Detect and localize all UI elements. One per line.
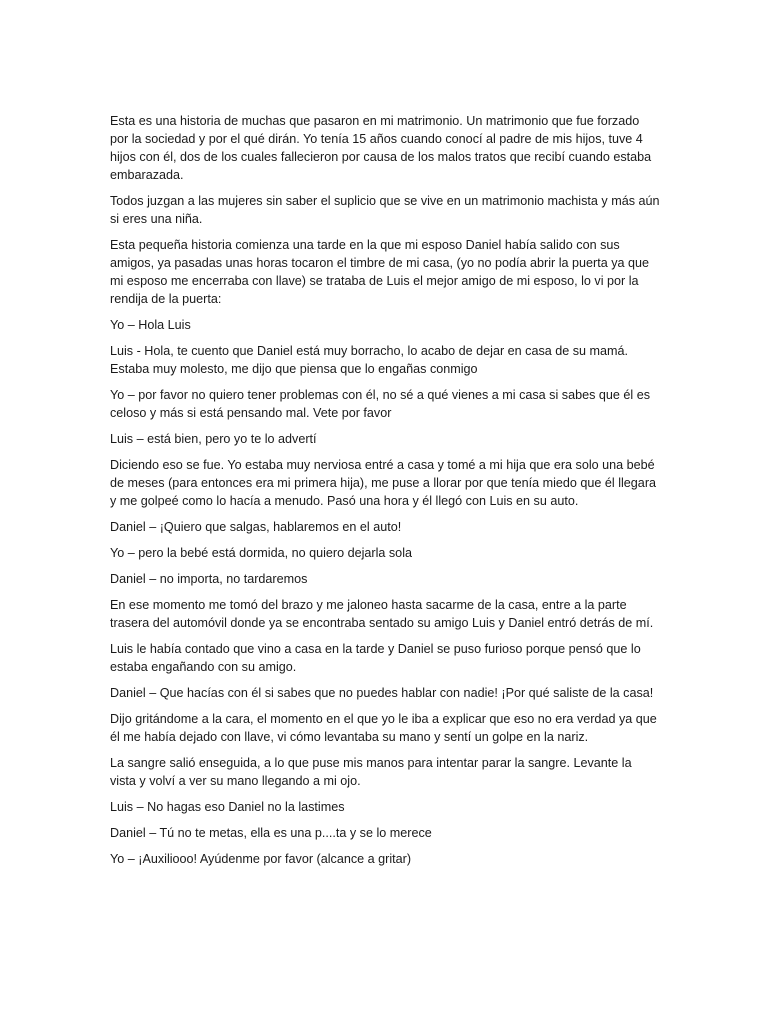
paragraph-narration: Luis le había contado que vino a casa en la tarde y Daniel se puso furioso porque pensó que lo estaba engañando con su amigo. xyxy=(110,642,641,674)
dialogue-line: Luis – está bien, pero yo te lo advertí xyxy=(110,432,317,446)
dialogue-line: Luis - Hola, te cuento que Daniel está muy borracho, lo acabo de dejar en casa de su mamá. Estaba muy molesto, me dijo que piensa que lo engañas conmigo xyxy=(110,344,629,376)
dialogue-line: Daniel – Tú no te metas, ella es una p....ta y se lo merece xyxy=(110,826,432,840)
paragraph-narration: En ese momento me tomó del brazo y me jaloneo hasta sacarme de la casa, entre a la parte trasera del automóvil donde ya se encontraba sentado su amigo Luis y Daniel entró detrás de mí. xyxy=(110,598,654,630)
dialogue-line: Daniel – no importa, no tardaremos xyxy=(110,572,308,586)
dialogue-line: Daniel – ¡Quiero que salgas, hablaremos en el auto! xyxy=(110,520,402,534)
paragraph-narration: La sangre salió enseguida, a lo que puse mis manos para intentar parar la sangre. Levante la vista y volví a ver su mano llegando a mi ojo. xyxy=(110,756,632,788)
dialogue-line: Yo – ¡Auxiliooo! Ayúdenme por favor (alcance a gritar) xyxy=(110,852,412,866)
document-body xyxy=(110,112,660,876)
paragraph-story-start: Esta pequeña historia comienza una tarde en la que mi esposo Daniel había salido con sus amigos, ya pasadas unas horas tocaron el timbre de mi casa, (yo no podía abrir la puerta ya que mi esposo me encerraba con llave) se trataba de Luis el mejor amigo de mi esposo, lo vi por la rendija de la puerta: xyxy=(110,238,650,306)
paragraph-intro: Esta es una historia de muchas que pasaron en mi matrimonio. Un matrimonio que fue forzado por la sociedad y por el qué dirán. Yo tenía 15 años cuando conocí al padre de mis hijos, tuve 4 hijos con él, dos de los cuales fallecieron por causa de los malos tratos que recibí cuando estaba embarazada. xyxy=(110,114,652,182)
dialogue-line: Yo – por favor no quiero tener problemas con él, no sé a qué vienes a mi casa si sabes que él es celoso y más si está pensando mal. Vete por favor xyxy=(110,388,650,420)
dialogue-line: Yo – Hola Luis xyxy=(110,318,191,332)
paragraph-judgement: Todos juzgan a las mujeres sin saber el suplicio que se vive en un matrimonio machista y más aún si eres una niña. xyxy=(110,194,660,226)
dialogue-line: Daniel – Que hacías con él si sabes que no puedes hablar con nadie! ¡Por qué saliste de la casa! xyxy=(110,686,654,700)
dialogue-line: Yo – pero la bebé está dormida, no quiero dejarla sola xyxy=(110,546,412,560)
paragraph-narration: Diciendo eso se fue. Yo estaba muy nerviosa entré a casa y tomé a mi hija que era solo una bebé de meses (para entonces era mi primera hija), me puse a llorar por que tenía miedo que él llegara y me golpeé como lo hacía a menudo. Pasó una hora y él llegó con Luis en su auto. xyxy=(110,458,657,508)
paragraph-narration: Dijo gritándome a la cara, el momento en el que yo le iba a explicar que eso no era verdad ya que él me había dejado con llave, vi cómo levantaba su mano y sentí un golpe en la nariz. xyxy=(110,712,657,744)
dialogue-line: Luis – No hagas eso Daniel no la lastimes xyxy=(110,800,345,814)
